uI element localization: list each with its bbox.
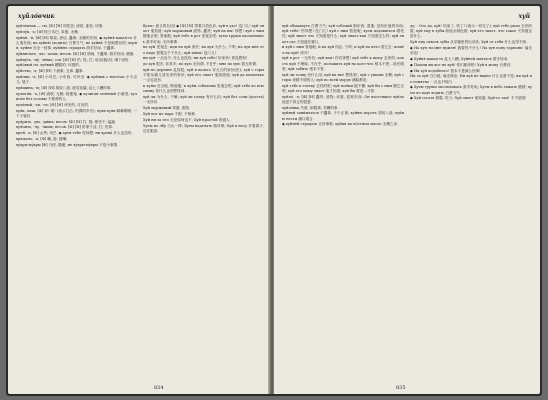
right-column-1 [282,24,404,380]
dictionary-entry: хуйло́вка 失败, 倒霉事; 弄糟的事. [282,105,339,110]
dictionary-entry: хуль́ный, -ая, -ое; [Ф] [Н] 该死的, 讨厌的. [16,102,90,107]
left-column-1 [16,24,137,380]
dictionary-entry: ни хуя́ 一点也不; 什么也没有; ни хуя́ себе! 好家伙! 真没想到! [143,56,248,61]
dictionary-entry: Хуй моржо́вый 笨蛋, 废物. [143,106,191,111]
dictionary-entry: ◆ Хуйня какая-то 乱七八糟; Хуйней маяться 游手好闲. [410,57,509,61]
dictionary-entry: хуйну́ть, -ну́, -нёшь; сов. [Ф] [Н] 扔, 投; 打; 说出(粗话); 喝下(酒). [16,57,130,62]
dictionary-entry: хуй в рот 一无所有; хуй вам! 你们休想! хуй тебе в жопу 去你的; класть хуй 不理睬, 不在乎; положить хуй на кого-что 根本不把…放在眼里; хуй забить 根本不管. [282,56,404,71]
dictionary-entry: на хуй 见鬼去; иди на хуй 滚开; на хуя 为什么, 干吗; на хуя мне это надо 我要这个干什么; хуй на́ны! 没门儿! [143,45,264,55]
dictionary-entry: ◆ На хуя ты мне нужен! 我要你干什么! На хуя попу гармонь! 毫无用处! [410,46,532,56]
dictionary-entry: ду; - Ото да, хуй! 结束了, 吹了! (表示一切完了); хуй тебе рыло 去你的脸; хуй ему в зубы 给他点颜色看; хуй его знает, что такое 天知道这是什么. [410,24,532,39]
dictionary-entry: хуя́чить, -чу, -чишь; несов. [Ф] [Н] 拼命干活; 打; 扔掉. [16,125,114,130]
dictionary-entry: хуй по деревне 乱转悠; хуй в пальто 穿大衣的家伙(贬); хуй с горы 不知从哪儿冒出来的家伙; хуй его знает 鬼知道他; хуй да маленько 一点也没有. [143,68,264,83]
dictionary-entry: Хуй нос не пара 不配, 不相称. [143,112,197,116]
dictionary-entry: хуйчик, -а; [Ф] 小鸡巴; 小东西, 可怜虫. ◆ хуйчик с ноготок 小不点儿, 矮子. [16,74,137,85]
right-page [274,6,540,394]
dictionary-entry: ◆ Ни хуя́ подобного! 根本不是那么回事! [410,68,481,73]
left-page-columns [16,24,264,380]
dictionary-entry: хулига́н, -а; [Ф] 流氓, 无赖; 捣蛋鬼. ◆ хулига́н зелёный 小流氓; хулига́н без головы 不要命的人. [16,91,137,101]
dictionary-entry: хуйней зани́маться 干蠢事, 不干正事; хуйню пороть 胡说八道; хуйню нести 满口胡言. [282,111,404,121]
running-head-right: хуй [518,13,530,20]
dictionary-entry: ху́йничать, -аю, -аешь; несов. [Ф] [Н] 胡闹, 干蠢事, 游手好闲, 瞎搞. [16,51,135,56]
running-head-left: хуйло́вчик [18,13,55,20]
dictionary-entry: и хуй с ним 管他呢; и́ на хуй 何必, 干吗; и хуй на него 管它去; пошёл на хуй! 滚开! [282,45,404,55]
right-column-2 [410,24,532,380]
left-column-2 [143,24,264,380]
dictionary-entry: Хуем по лбу 当头一棒; Хуем наделать 做坏事; Хуй к носу 对着鼻子, 近在眼前. [143,123,264,133]
dictionary-entry: ◆ Хуй сосать 倒霉, 吃亏; Хуй знает 鬼知道; Хуй-то там! 才不是呢! [410,96,527,101]
dictionary-entry: хуйщина, -ы; [Ф] [Н] 胡说八道, 废话连篇; 乱七八糟的事. [16,85,112,90]
dictionary-entry: хуй ли 为什么, 干嘛; хуй ли толку 有什么用; хуй без соли (доесть) 一无所有. [143,95,264,105]
page-number-left: 834 [154,384,164,391]
dictionary-entry: хуй обмакнуть 白费力气; хуй собачий 狗东西, 混蛋; 没有价值的东西; хуй тебе! 你休想! 没门儿! хуй с ним 管他呢; хуем подавиться 噎死你; хуй знает что 天知道是什么; хуй знает как 天知道怎么样; хуй знает где 天知道在哪儿. [282,24,404,44]
dictionary-entry: хуйня́, -и; [Ф] [Н] 胡说, 废话, 蠢事; 无聊的东西. ◆ хуйня́ какая-то 什么鬼东西; на хуйню́ (ходить) 白费力气; не хуйня́ 不是闹着玩的; херня, хуйня 完全一回事; хуйнёю страдать 游手好闲, 干蠢事. [16,35,137,50]
dictionary-entry: хуйло́, -а; [Ф] [Н] 蠢货, 废物; 坏蛋, 混账东西. Он настоящее хуйло 他是个真正的混蛋. [282,94,404,104]
dictionary-entry: хуйлу́к, -а; [Ф] [贬] 鸡巴, 笨蛋, 无赖. [16,29,79,34]
dictionary-entry: до хуя́ 很多, 非常多; по́ хую 无所谓, 不在乎; мне по хую 我无所谓. [143,62,258,67]
dictionary-entry: ◆ Хуем груши околачивать 游手好闲; Хуем в небо тыкать 瞎猜; хуем по воде водить 白费力气. [410,85,532,95]
page-number-right: 835 [396,384,406,391]
dictionary-entry: ху́йство, -а; [Ф] [Н] 下流事; 丑事, 蠢事. [16,69,84,74]
left-page [8,6,270,394]
dictionary-entry: хуйло́вчик — см. [Ф] [Н] 同性恋; 诸侯, 匪徒; 坏蛋. [16,24,104,28]
dictionary-entry: хуя́рить, -рю, -ришь; несов. [Ф] [Н] 打, 揍; 使劲干; 猛跑. [16,119,117,124]
dictionary-entry: хуй ли толку 有什么用; хуй на ны! 想得美!; хуй с ушами 无赖; хуй с горы 来路不明的人; хуй по всей морде 满脸都是. [282,72,404,82]
right-page-columns [282,24,532,380]
dictionary-entry: ◆ хуйнёй страдать 无所事事; хуйня на по́стном масле 无稽之谈. [282,122,399,127]
dictionary-entry: бузы» 意义的名词) ◆ [Ф] [Н] 带着口语色彩, хуй в ухо! 没门儿! хуй знает 鬼知道; хуй моржовый 废物, 蠢货; хуй на ны! 休想! хуй с ним 随他去吧, 管他呢; хуй тебе в рот 见鬼去吧; хуем груши околачивать 游手好闲, 无所事事. [143,24,264,44]
dictionary-entry: ◆ Пошли вы все на хуй! 你们都滚吧! Хуй в жопу 白费劲. [410,62,512,67]
dictionary-entry: хуй тебе в глотку 去你的吧; хуй пойми 搞不懂; хуй бы с ним 随它去吧; хуй его маму знает 鬼才知道; хуй бы 要是…才怪. [282,83,404,93]
dictionary-entry: к хуя́м 完全地, 彻底地; к хуя́м собачьим 见鬼去吧; хуй тебе во всю спину 你什么也别想得到. [143,84,264,94]
book-spread [6,4,542,396]
dictionary-entry: хуя́к, меж. [Ф] 砰! 啪! (表示打击, 扔掷的声音); хуяк-хуяк 噼噼啪啪, 一下子就好. [16,108,137,118]
dictionary-entry: хрен́, -а; [Ф] 山葵; 鸡巴. ◆ хрен́ тебе 你休想; ни хрена́ 什么也没有. [16,131,133,136]
dictionary-entry: хуйо́вый см. хуёвый 糟糕的, 坏透的. [16,63,80,68]
dictionary-entry: Хуй ему сквозь зубы 从牙缝里挤出话来; Хуй от тебя 什么也得不到. [410,40,528,45]
dictionary-entry: Хуй ни за что 无论如何也不; Хуй простой 普通人. [143,117,231,122]
dictionary-entry: ху́хры-му́хры [Ф] 马虎, 随便; не ху́хры-му́хры 不是小事情. [16,142,119,147]
dictionary-entry: Ни за хуй 白白地, 毫无理由; Ни хуя́ не видно 什么也看不见; ни хуя́ не понятно 一点也不明白. [410,74,532,84]
dictionary-entry: хрюкало, -а; [Ф] 嘴, 脸; 猪嘴. [16,136,68,141]
